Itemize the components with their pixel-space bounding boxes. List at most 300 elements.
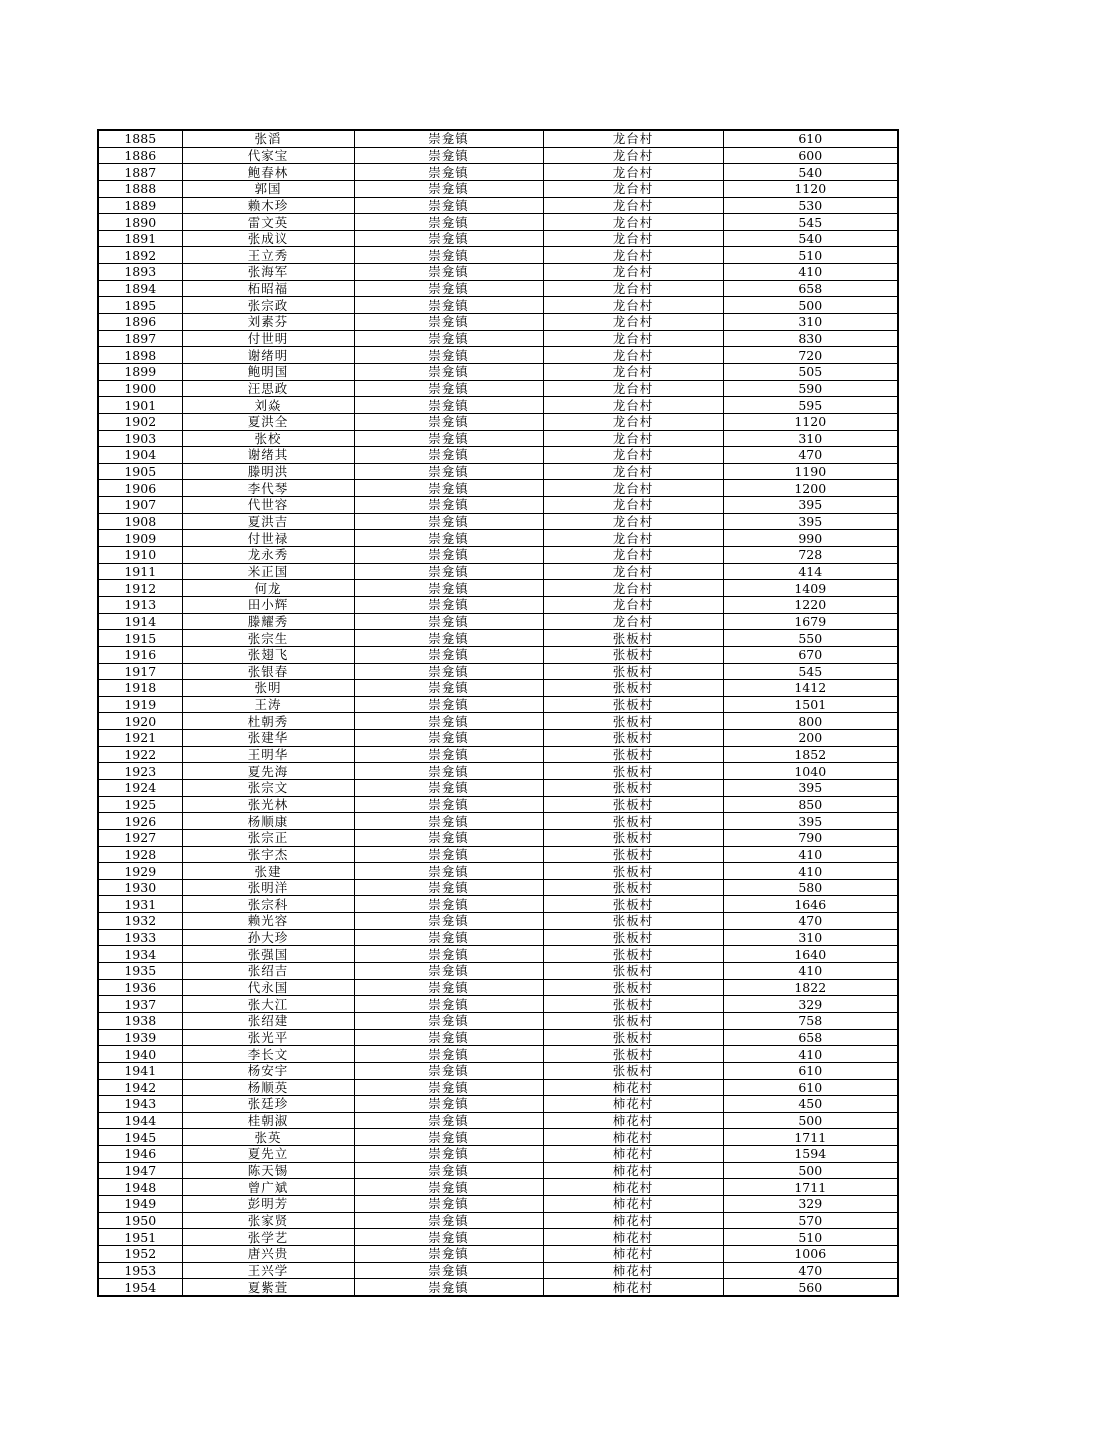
cell-row-number: 1923	[98, 763, 182, 780]
cell-town: 崇龛镇	[354, 1096, 543, 1113]
cell-amount: 1120	[723, 180, 898, 197]
cell-town: 崇龛镇	[354, 1262, 543, 1279]
table-row	[98, 413, 898, 430]
cell-village: 龙台村	[543, 380, 723, 397]
cell-town: 崇龛镇	[354, 896, 543, 913]
cell-row-number: 1922	[98, 746, 182, 763]
cell-amount: 658	[723, 1029, 898, 1046]
cell-town: 崇龛镇	[354, 963, 543, 980]
cell-name: 何龙	[182, 580, 354, 597]
cell-name: 张英	[182, 1129, 354, 1146]
cell-village: 柿花村	[543, 1129, 723, 1146]
cell-row-number: 1927	[98, 829, 182, 846]
table-row	[98, 1229, 898, 1246]
table-row	[98, 563, 898, 580]
cell-name: 张家贤	[182, 1212, 354, 1229]
cell-town: 崇龛镇	[354, 413, 543, 430]
cell-village: 张板村	[543, 713, 723, 730]
cell-name: 张宗政	[182, 297, 354, 314]
cell-row-number: 1888	[98, 180, 182, 197]
cell-amount: 395	[723, 513, 898, 530]
cell-town: 崇龛镇	[354, 397, 543, 414]
cell-row-number: 1947	[98, 1162, 182, 1179]
cell-name: 滕耀秀	[182, 613, 354, 630]
cell-town: 崇龛镇	[354, 1196, 543, 1213]
table-row	[98, 297, 898, 314]
table-row	[98, 397, 898, 414]
cell-row-number: 1953	[98, 1262, 182, 1279]
cell-name: 杜朝秀	[182, 713, 354, 730]
cell-village: 张板村	[543, 779, 723, 796]
cell-town: 崇龛镇	[354, 863, 543, 880]
cell-village: 柿花村	[543, 1279, 723, 1296]
cell-row-number: 1925	[98, 796, 182, 813]
cell-town: 崇龛镇	[354, 879, 543, 896]
cell-name: 曾广斌	[182, 1179, 354, 1196]
cell-row-number: 1885	[98, 130, 182, 147]
cell-amount: 1120	[723, 413, 898, 430]
cell-village: 龙台村	[543, 247, 723, 264]
cell-row-number: 1932	[98, 913, 182, 930]
cell-amount: 595	[723, 397, 898, 414]
cell-town: 崇龛镇	[354, 829, 543, 846]
cell-town: 崇龛镇	[354, 247, 543, 264]
cell-amount: 1006	[723, 1245, 898, 1262]
cell-village: 龙台村	[543, 214, 723, 231]
cell-village: 龙台村	[543, 497, 723, 514]
cell-amount: 310	[723, 929, 898, 946]
cell-amount: 540	[723, 164, 898, 181]
cell-village: 龙台村	[543, 580, 723, 597]
cell-town: 崇龛镇	[354, 480, 543, 497]
cell-amount: 1594	[723, 1146, 898, 1163]
table-row	[98, 214, 898, 231]
cell-amount: 1190	[723, 463, 898, 480]
cell-amount: 610	[723, 1079, 898, 1096]
cell-town: 崇龛镇	[354, 547, 543, 564]
cell-village: 张板村	[543, 763, 723, 780]
cell-row-number: 1890	[98, 214, 182, 231]
cell-name: 张成议	[182, 230, 354, 247]
cell-name: 张宗正	[182, 829, 354, 846]
cell-amount: 670	[723, 646, 898, 663]
cell-amount: 1646	[723, 896, 898, 913]
cell-row-number: 1926	[98, 813, 182, 830]
cell-row-number: 1889	[98, 197, 182, 214]
table-row	[98, 929, 898, 946]
table-row	[98, 380, 898, 397]
cell-row-number: 1938	[98, 1012, 182, 1029]
cell-row-number: 1887	[98, 164, 182, 181]
cell-amount: 790	[723, 829, 898, 846]
cell-name: 夏先立	[182, 1146, 354, 1163]
cell-row-number: 1902	[98, 413, 182, 430]
cell-row-number: 1943	[98, 1096, 182, 1113]
cell-town: 崇龛镇	[354, 1029, 543, 1046]
cell-name: 鲍春林	[182, 164, 354, 181]
cell-row-number: 1924	[98, 779, 182, 796]
table-row	[98, 913, 898, 930]
table-row	[98, 829, 898, 846]
cell-name: 滕明洪	[182, 463, 354, 480]
cell-amount: 500	[723, 297, 898, 314]
cell-village: 张板村	[543, 879, 723, 896]
table-row	[98, 1046, 898, 1063]
cell-village: 龙台村	[543, 130, 723, 147]
cell-name: 张滔	[182, 130, 354, 147]
cell-town: 崇龛镇	[354, 696, 543, 713]
cell-amount: 1679	[723, 613, 898, 630]
cell-name: 夏紫萱	[182, 1279, 354, 1296]
cell-town: 崇龛镇	[354, 430, 543, 447]
cell-town: 崇龛镇	[354, 730, 543, 747]
cell-town: 崇龛镇	[354, 380, 543, 397]
cell-amount: 410	[723, 264, 898, 281]
cell-name: 唐兴贵	[182, 1245, 354, 1262]
table-row	[98, 896, 898, 913]
cell-name: 张明洋	[182, 879, 354, 896]
cell-village: 张板村	[543, 646, 723, 663]
cell-town: 崇龛镇	[354, 680, 543, 697]
cell-amount: 1822	[723, 979, 898, 996]
cell-row-number: 1916	[98, 646, 182, 663]
cell-row-number: 1928	[98, 846, 182, 863]
cell-name: 张大江	[182, 996, 354, 1013]
cell-row-number: 1899	[98, 363, 182, 380]
cell-name: 张绍建	[182, 1012, 354, 1029]
cell-row-number: 1893	[98, 264, 182, 281]
cell-row-number: 1915	[98, 630, 182, 647]
cell-name: 孙大珍	[182, 929, 354, 946]
cell-row-number: 1954	[98, 1279, 182, 1296]
cell-name: 张宇杰	[182, 846, 354, 863]
table-row	[98, 547, 898, 564]
cell-row-number: 1905	[98, 463, 182, 480]
cell-village: 龙台村	[543, 397, 723, 414]
cell-row-number: 1939	[98, 1029, 182, 1046]
cell-town: 崇龛镇	[354, 713, 543, 730]
cell-village: 龙台村	[543, 513, 723, 530]
cell-village: 张板村	[543, 1062, 723, 1079]
cell-name: 张建华	[182, 730, 354, 747]
cell-name: 张明	[182, 680, 354, 697]
cell-village: 张板村	[543, 896, 723, 913]
table-row	[98, 180, 898, 197]
table-row	[98, 696, 898, 713]
table-row	[98, 347, 898, 364]
cell-town: 崇龛镇	[354, 180, 543, 197]
cell-village: 张板村	[543, 796, 723, 813]
table-row	[98, 130, 898, 147]
cell-village: 龙台村	[543, 147, 723, 164]
cell-amount: 410	[723, 863, 898, 880]
cell-row-number: 1935	[98, 963, 182, 980]
cell-name: 杨顺英	[182, 1079, 354, 1096]
cell-village: 柿花村	[543, 1229, 723, 1246]
table-row	[98, 1262, 898, 1279]
cell-village: 柿花村	[543, 1212, 723, 1229]
cell-town: 崇龛镇	[354, 1146, 543, 1163]
cell-village: 柿花村	[543, 1262, 723, 1279]
cell-village: 龙台村	[543, 613, 723, 630]
table-row	[98, 963, 898, 980]
cell-name: 夏洪全	[182, 413, 354, 430]
cell-village: 龙台村	[543, 530, 723, 547]
cell-amount: 570	[723, 1212, 898, 1229]
cell-amount: 470	[723, 447, 898, 464]
cell-name: 田小辉	[182, 596, 354, 613]
cell-amount: 658	[723, 280, 898, 297]
cell-name: 谢绪其	[182, 447, 354, 464]
table-row	[98, 1012, 898, 1029]
table-row	[98, 264, 898, 281]
cell-row-number: 1908	[98, 513, 182, 530]
table-row	[98, 646, 898, 663]
cell-town: 崇龛镇	[354, 314, 543, 331]
cell-amount: 470	[723, 1262, 898, 1279]
cell-town: 崇龛镇	[354, 779, 543, 796]
cell-village: 柿花村	[543, 1096, 723, 1113]
cell-town: 崇龛镇	[354, 164, 543, 181]
cell-amount: 450	[723, 1096, 898, 1113]
cell-village: 张板村	[543, 913, 723, 930]
cell-amount: 395	[723, 813, 898, 830]
table-row	[98, 363, 898, 380]
cell-row-number: 1904	[98, 447, 182, 464]
cell-name: 张学艺	[182, 1229, 354, 1246]
cell-town: 崇龛镇	[354, 846, 543, 863]
cell-amount: 560	[723, 1279, 898, 1296]
cell-row-number: 1937	[98, 996, 182, 1013]
cell-town: 崇龛镇	[354, 946, 543, 963]
cell-village: 龙台村	[543, 480, 723, 497]
cell-village: 龙台村	[543, 347, 723, 364]
table-row	[98, 630, 898, 647]
cell-amount: 1852	[723, 746, 898, 763]
cell-row-number: 1898	[98, 347, 182, 364]
cell-amount: 800	[723, 713, 898, 730]
cell-amount: 310	[723, 314, 898, 331]
cell-town: 崇龛镇	[354, 630, 543, 647]
cell-row-number: 1897	[98, 330, 182, 347]
cell-amount: 728	[723, 547, 898, 564]
cell-name: 彭明芳	[182, 1196, 354, 1213]
table-row	[98, 1146, 898, 1163]
cell-name: 刘素芬	[182, 314, 354, 331]
table-row	[98, 946, 898, 963]
cell-name: 赖光容	[182, 913, 354, 930]
cell-amount: 414	[723, 563, 898, 580]
cell-town: 崇龛镇	[354, 763, 543, 780]
cell-village: 张板村	[543, 1012, 723, 1029]
cell-row-number: 1917	[98, 663, 182, 680]
cell-amount: 530	[723, 197, 898, 214]
cell-town: 崇龛镇	[354, 563, 543, 580]
cell-village: 龙台村	[543, 180, 723, 197]
cell-amount: 1640	[723, 946, 898, 963]
cell-row-number: 1911	[98, 563, 182, 580]
table-row	[98, 1029, 898, 1046]
table-row	[98, 497, 898, 514]
cell-village: 张板村	[543, 863, 723, 880]
cell-village: 张板村	[543, 663, 723, 680]
cell-amount: 395	[723, 779, 898, 796]
table-row	[98, 430, 898, 447]
table-row	[98, 147, 898, 164]
cell-name: 张光林	[182, 796, 354, 813]
table-row	[98, 1196, 898, 1213]
table-row	[98, 1112, 898, 1129]
cell-village: 张板村	[543, 996, 723, 1013]
cell-name: 张校	[182, 430, 354, 447]
cell-row-number: 1942	[98, 1079, 182, 1096]
cell-amount: 505	[723, 363, 898, 380]
cell-amount: 410	[723, 846, 898, 863]
cell-name: 付世禄	[182, 530, 354, 547]
cell-town: 崇龛镇	[354, 447, 543, 464]
cell-village: 龙台村	[543, 363, 723, 380]
cell-amount: 510	[723, 247, 898, 264]
table-row	[98, 530, 898, 547]
cell-row-number: 1894	[98, 280, 182, 297]
cell-town: 崇龛镇	[354, 929, 543, 946]
table-row	[98, 730, 898, 747]
cell-amount: 720	[723, 347, 898, 364]
cell-row-number: 1909	[98, 530, 182, 547]
cell-row-number: 1919	[98, 696, 182, 713]
cell-town: 崇龛镇	[354, 913, 543, 930]
cell-row-number: 1933	[98, 929, 182, 946]
cell-town: 崇龛镇	[354, 297, 543, 314]
cell-town: 崇龛镇	[354, 580, 543, 597]
cell-row-number: 1936	[98, 979, 182, 996]
table-row	[98, 846, 898, 863]
cell-name: 张宗科	[182, 896, 354, 913]
cell-name: 代世容	[182, 497, 354, 514]
cell-row-number: 1912	[98, 580, 182, 597]
cell-name: 李代琴	[182, 480, 354, 497]
cell-row-number: 1950	[98, 1212, 182, 1229]
cell-row-number: 1918	[98, 680, 182, 697]
cell-town: 崇龛镇	[354, 979, 543, 996]
cell-village: 张板村	[543, 929, 723, 946]
cell-town: 崇龛镇	[354, 663, 543, 680]
table-row	[98, 197, 898, 214]
table-row	[98, 713, 898, 730]
cell-town: 崇龛镇	[354, 996, 543, 1013]
table-row	[98, 1129, 898, 1146]
cell-amount: 590	[723, 380, 898, 397]
table-row	[98, 463, 898, 480]
cell-town: 崇龛镇	[354, 530, 543, 547]
cell-name: 代家宝	[182, 147, 354, 164]
cell-village: 龙台村	[543, 314, 723, 331]
cell-name: 王立秀	[182, 247, 354, 264]
cell-town: 崇龛镇	[354, 347, 543, 364]
table-row	[98, 1279, 898, 1296]
cell-name: 柘昭福	[182, 280, 354, 297]
cell-amount: 850	[723, 796, 898, 813]
cell-name: 张绍吉	[182, 963, 354, 980]
cell-name: 夏洪吉	[182, 513, 354, 530]
cell-row-number: 1951	[98, 1229, 182, 1246]
cell-row-number: 1929	[98, 863, 182, 880]
table-row	[98, 447, 898, 464]
cell-amount: 410	[723, 1046, 898, 1063]
cell-village: 张板村	[543, 1046, 723, 1063]
cell-row-number: 1931	[98, 896, 182, 913]
cell-village: 龙台村	[543, 547, 723, 564]
cell-amount: 1501	[723, 696, 898, 713]
cell-town: 崇龛镇	[354, 813, 543, 830]
cell-name: 张建	[182, 863, 354, 880]
cell-row-number: 1946	[98, 1146, 182, 1163]
cell-town: 崇龛镇	[354, 330, 543, 347]
table-row	[98, 164, 898, 181]
cell-amount: 200	[723, 730, 898, 747]
table-row	[98, 480, 898, 497]
cell-village: 柿花村	[543, 1162, 723, 1179]
table-row	[98, 1212, 898, 1229]
table-row	[98, 1162, 898, 1179]
cell-village: 龙台村	[543, 330, 723, 347]
cell-amount: 600	[723, 147, 898, 164]
cell-row-number: 1886	[98, 147, 182, 164]
cell-town: 崇龛镇	[354, 264, 543, 281]
cell-amount: 1711	[723, 1179, 898, 1196]
table-row	[98, 796, 898, 813]
cell-amount: 395	[723, 497, 898, 514]
cell-amount: 500	[723, 1162, 898, 1179]
cell-village: 柿花村	[543, 1245, 723, 1262]
cell-name: 汪思政	[182, 380, 354, 397]
cell-town: 崇龛镇	[354, 1079, 543, 1096]
cell-town: 崇龛镇	[354, 197, 543, 214]
cell-name: 张银春	[182, 663, 354, 680]
cell-row-number: 1907	[98, 497, 182, 514]
cell-amount: 1412	[723, 680, 898, 697]
cell-row-number: 1900	[98, 380, 182, 397]
cell-town: 崇龛镇	[354, 497, 543, 514]
cell-row-number: 1948	[98, 1179, 182, 1196]
table-row	[98, 1179, 898, 1196]
table-row	[98, 863, 898, 880]
table-row	[98, 996, 898, 1013]
cell-village: 龙台村	[543, 463, 723, 480]
cell-village: 龙台村	[543, 230, 723, 247]
cell-name: 鲍明国	[182, 363, 354, 380]
cell-village: 龙台村	[543, 264, 723, 281]
cell-town: 崇龛镇	[354, 596, 543, 613]
cell-town: 崇龛镇	[354, 613, 543, 630]
cell-town: 崇龛镇	[354, 363, 543, 380]
cell-row-number: 1895	[98, 297, 182, 314]
cell-name: 桂朝淑	[182, 1112, 354, 1129]
cell-town: 崇龛镇	[354, 1062, 543, 1079]
cell-town: 崇龛镇	[354, 1112, 543, 1129]
cell-town: 崇龛镇	[354, 513, 543, 530]
table-row	[98, 979, 898, 996]
cell-town: 崇龛镇	[354, 1046, 543, 1063]
cell-village: 龙台村	[543, 563, 723, 580]
cell-amount: 1711	[723, 1129, 898, 1146]
cell-name: 李长文	[182, 1046, 354, 1063]
cell-village: 柿花村	[543, 1146, 723, 1163]
cell-amount: 410	[723, 963, 898, 980]
table-row	[98, 680, 898, 697]
cell-town: 崇龛镇	[354, 463, 543, 480]
cell-town: 崇龛镇	[354, 1229, 543, 1246]
